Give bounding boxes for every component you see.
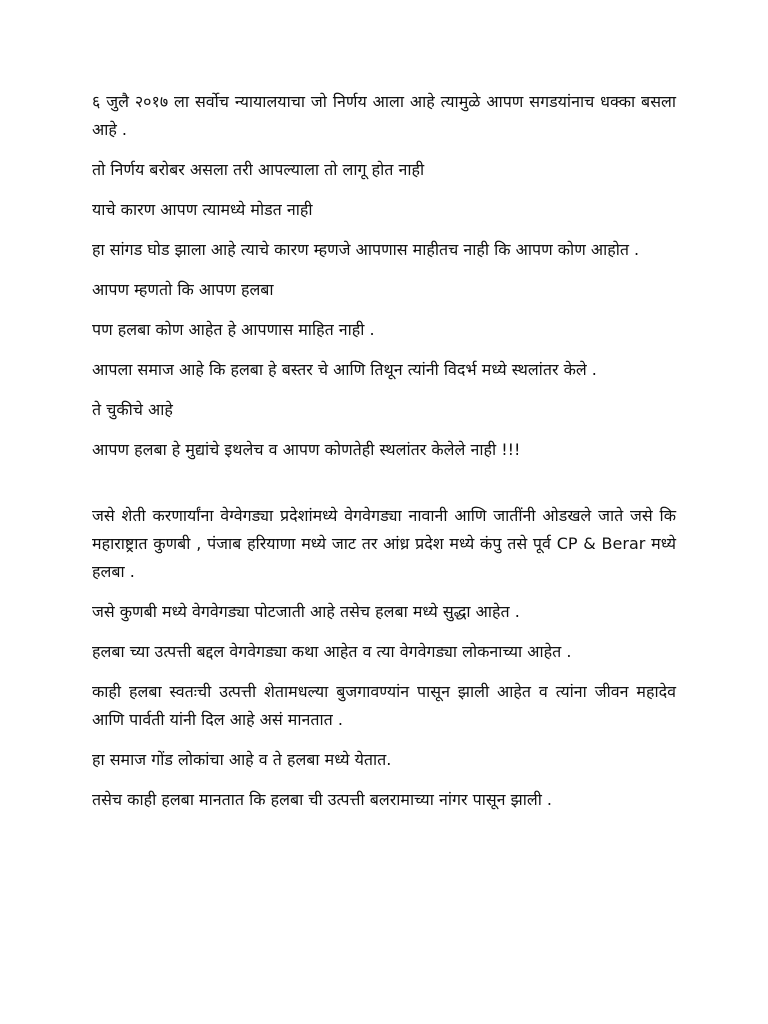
paragraph-6: पण हलबा कोण आहेत हे आपणास माहित नाही .	[92, 320, 375, 339]
document-body	[92, 88, 676, 826]
paragraph-7: आपला समाज आहे कि हलबा हे बस्तर चे आणि तिथून त्यांनी विदर्भ मध्ये स्थलांतर केले .	[92, 360, 597, 379]
paragraph-9: आपण हलबा हे मुद्यांचे इथलेच व आपण कोणतेही स्थलांतर केलेले नाही !!!	[92, 440, 521, 459]
paragraph-13: काही हलबा स्वतःची उत्पत्ती शेतामधल्या बुजगावण्यांन पासून झाली आहेत व त्यांना जीवन महादेव आणि पार्वती यांनी दिल आहे असं मानतात .	[92, 682, 676, 729]
paragraph-11: जसे कुणबी मध्ये वेगवेगड्या पोटजाती आहे तसेच हलबा मध्ये सुद्धा आहेत .	[92, 602, 520, 621]
paragraph-5: आपण म्हणतो कि आपण हलबा	[92, 280, 274, 299]
paragraph-2: तो निर्णय बरोबर असला तरी आपल्याला तो लागू होत नाही	[92, 160, 425, 179]
paragraph-14: हा समाज गोंड लोकांचा आहे व ते हलबा मध्ये येतात.	[92, 750, 392, 769]
paragraph-12: हलबा च्या उत्पत्ती बद्दल वेगवेगड्या कथा आहेत व त्या वेगवेगड्या लोकनाच्या आहेत .	[92, 642, 572, 661]
paragraph-8: ते चुकीचे आहे	[92, 400, 173, 419]
paragraph-15: तसेच काही हलबा मानतात कि हलबा ची उत्पत्ती बलरामाच्या नांगर पासून झाली .	[92, 790, 553, 809]
paragraph-10: जसे शेती करणार्यांना वेग्वेगड्या प्रदेशांमध्ये वेगवेगड्या नावानी आणि जातींनी ओडखले जाते जसे कि महाराष्ट्रात कुणबी , पंजाब हरियाणा मध्ये जाट तर आंध्र प्रदेश मध्ये कंपु तसे पूर्व CP & Berar मध्ये हलबा .	[92, 506, 676, 581]
section-gap	[92, 476, 676, 502]
paragraph-3: याचे कारण आपण त्यामध्ये मोडत नाही	[92, 200, 313, 219]
paragraph-1: ६ जुलै २०१७ ला सर्वोच न्यायालयाचा जो निर्णय आला आहे त्यामुळे आपण सगडयांनाच धक्का बसला आहे .	[92, 92, 676, 139]
paragraph-4: हा सांगड घोड झाला आहे त्याचे कारण म्हणजे आपणास माहीतच नाही कि आपण कोण आहोत .	[92, 240, 640, 259]
